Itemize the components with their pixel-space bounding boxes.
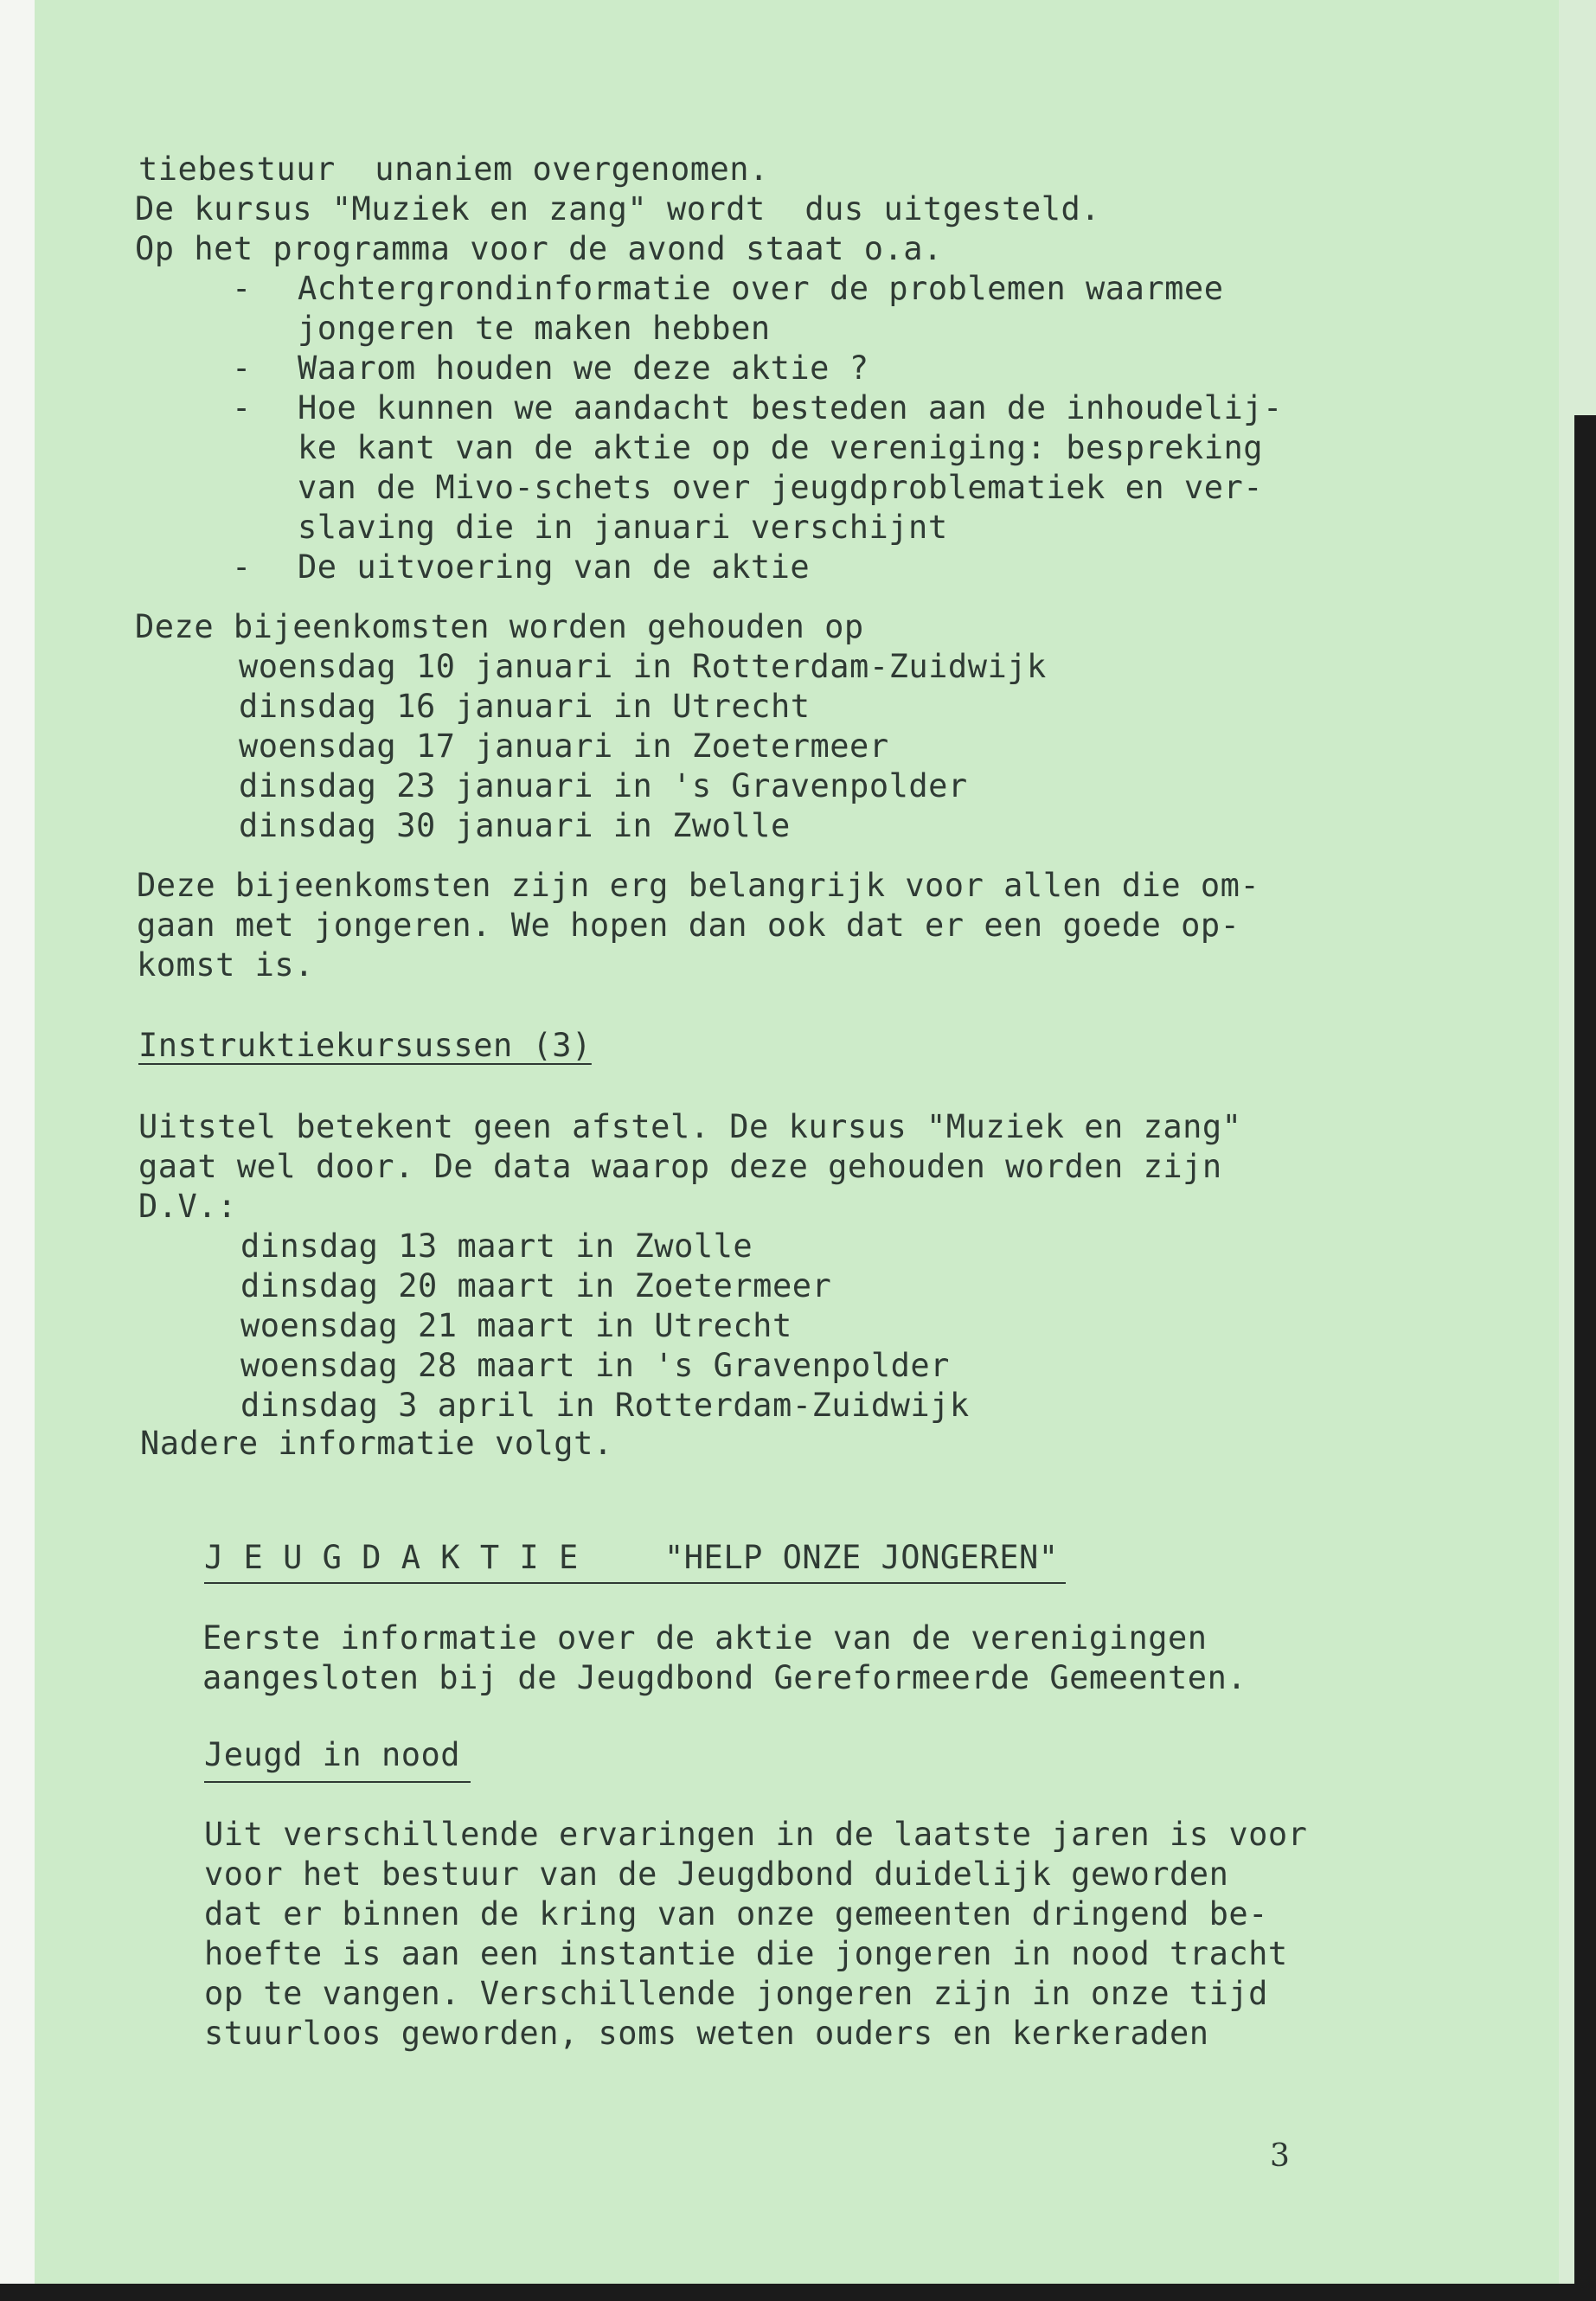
section-heading-jeugd-in-nood: Jeugd in nood (204, 1736, 461, 1773)
youth-line: hoefte is aan een instantie die jongeren in nood tracht (204, 1935, 1288, 1972)
program-item-3-cont: slaving die in januari verschijnt (298, 509, 948, 546)
importance-line: gaan met jongeren. We hopen dan ook dat er een goede op- (137, 907, 1240, 944)
jeugd-in-nood-underline (204, 1781, 471, 1783)
program-bullet: - (232, 349, 252, 387)
first-info-line: Eerste informatie over de aktie van de verenigingen (202, 1619, 1208, 1657)
program-item-1: Achtergrondinformatie over de problemen waarmee (298, 270, 1224, 307)
course-date: dinsdag 20 maart in Zoetermeer (240, 1267, 832, 1304)
program-item-4: De uitvoering van de aktie (298, 548, 811, 586)
jeugdaktie-heading-right: "HELP ONZE JONGEREN" (664, 1539, 1059, 1576)
more-info: Nadere informatie volgt. (140, 1425, 613, 1462)
course-date: woensdag 21 maart in Utrecht (240, 1307, 792, 1344)
program-bullet: - (232, 270, 252, 307)
program-item-3-cont: van de Mivo-schets over jeugdproblematiek en ver- (298, 469, 1264, 506)
course-date: woensdag 28 maart in 's Gravenpolder (240, 1347, 950, 1384)
meetings-intro: Deze bijeenkomsten worden gehouden op (135, 608, 864, 645)
jeugdaktie-heading-underline (204, 1582, 1066, 1584)
meeting-date: dinsdag 23 januari in 's Gravenpolder (239, 767, 968, 804)
youth-line: voor het bestuur van de Jeugdbond duidelijk geworden (204, 1856, 1229, 1893)
program-item-3: Hoe kunnen we aandacht besteden aan de inhoudelij- (298, 389, 1283, 426)
program-item-1-cont: jongeren te maken hebben (298, 310, 771, 347)
scan-left-edge (0, 0, 35, 2301)
meeting-date: dinsdag 16 januari in Utrecht (239, 688, 811, 725)
scan-right-edge (1559, 0, 1596, 2301)
intro-line-2: De kursus "Muziek en zang" wordt dus uitgesteld. (135, 190, 1101, 228)
scan-bottom-edge (0, 2284, 1596, 2301)
program-item-2: Waarom houden we deze aktie ? (298, 349, 869, 387)
meeting-date: dinsdag 30 januari in Zwolle (239, 807, 791, 844)
instruction-line: gaat wel door. De data waarop deze gehouden worden zijn (138, 1148, 1222, 1185)
program-bullet: - (232, 548, 252, 586)
importance-line: komst is. (137, 946, 314, 984)
importance-line: Deze bijeenkomsten zijn erg belangrijk voor allen die om- (137, 867, 1260, 904)
intro-line-1: tiebestuur unaniem overgenomen. (138, 151, 769, 188)
intro-line-3: Op het programma voor de avond staat o.a. (135, 230, 943, 267)
course-date: dinsdag 3 april in Rotterdam-Zuidwijk (240, 1387, 970, 1424)
youth-line: dat er binnen de kring van onze gemeenten dringend be- (204, 1895, 1268, 1932)
course-date: dinsdag 13 maart in Zwolle (240, 1227, 753, 1265)
section-heading-instruktiekursussen: Instruktiekursussen (3) (138, 1027, 592, 1064)
jeugdaktie-heading-left: J E U G D A K T I E (204, 1539, 579, 1576)
youth-line: Uit verschillende ervaringen in de laatste jaren is voor (204, 1816, 1308, 1853)
document-page (35, 0, 1559, 2284)
page-number: 3 (1270, 2138, 1290, 2174)
youth-line: stuurloos geworden, soms weten ouders en kerkeraden (204, 2015, 1209, 2052)
meeting-date: woensdag 10 januari in Rotterdam-Zuidwijk (239, 648, 1047, 685)
first-info-line: aangesloten bij de Jeugdbond Gereformeerde Gemeenten. (202, 1659, 1247, 1696)
youth-line: op te vangen. Verschillende jongeren zijn in onze tijd (204, 1975, 1268, 2012)
program-bullet: - (232, 389, 252, 426)
instruction-line: Uitstel betekent geen afstel. De kursus "Muziek en zang" (138, 1108, 1242, 1145)
instruction-line: D.V.: (138, 1188, 237, 1225)
meeting-date: woensdag 17 januari in Zoetermeer (239, 727, 889, 765)
program-item-3-cont: ke kant van de aktie op de vereniging: bespreking (298, 429, 1264, 466)
